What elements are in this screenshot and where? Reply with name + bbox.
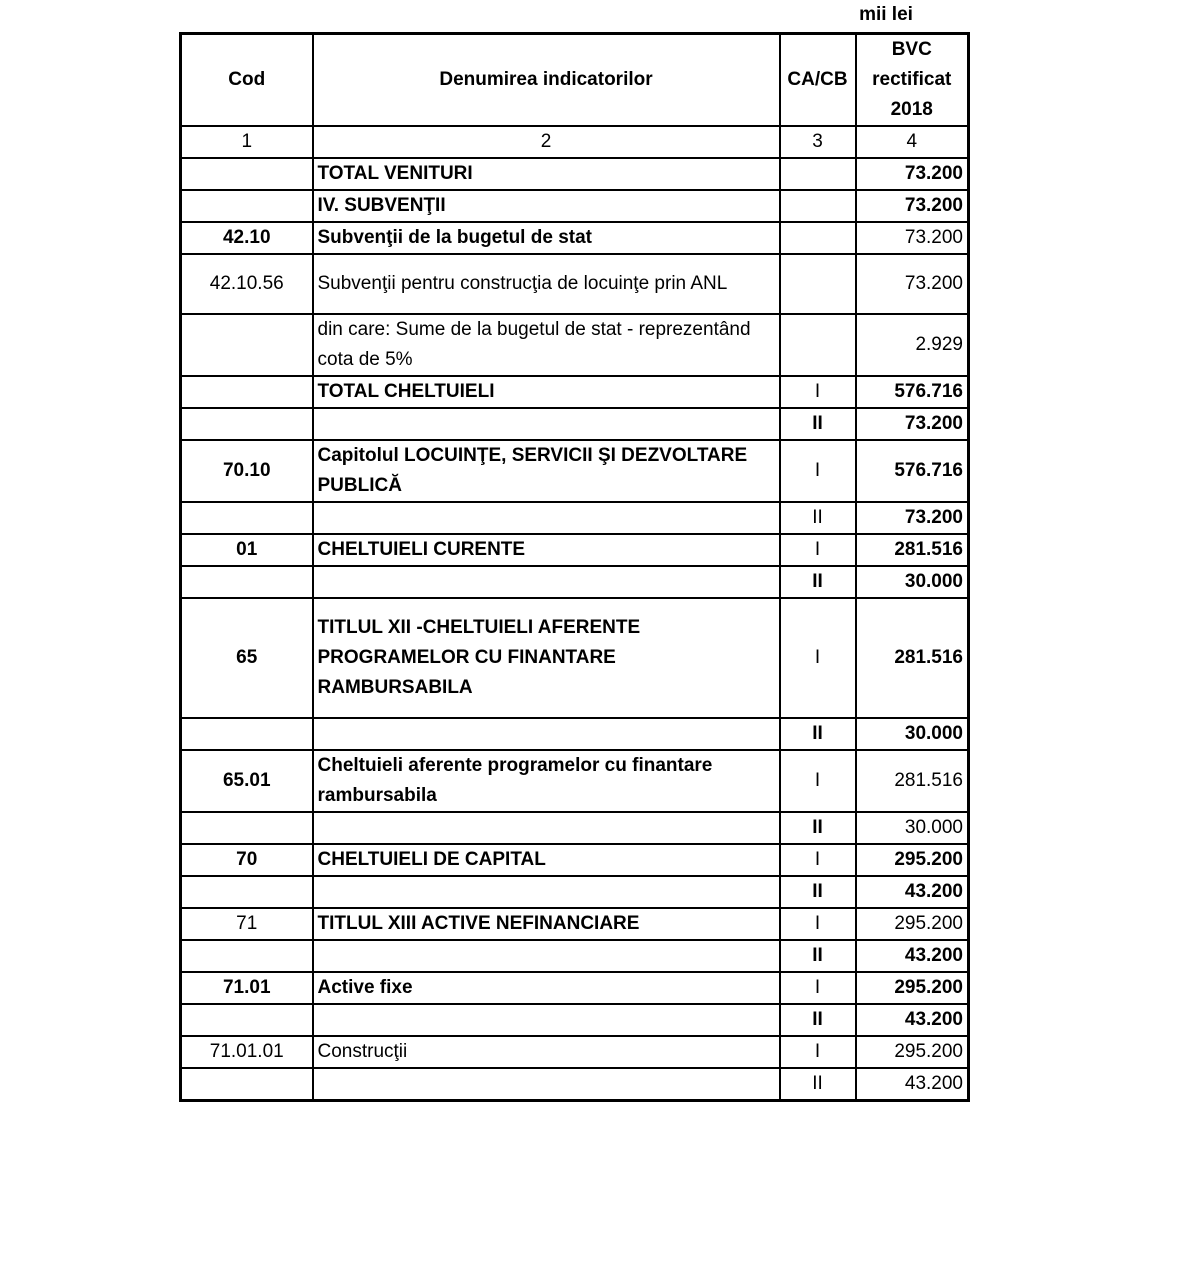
table-row	[181, 502, 969, 534]
row-value: 576.716	[856, 376, 969, 408]
header-bvc-line1: BVC	[891, 39, 932, 60]
row-cacb: II	[780, 502, 856, 534]
column-number: 4	[856, 126, 969, 158]
header-denumire: Denumirea indicatorilor	[313, 34, 780, 127]
row-code: 42.10.56	[181, 254, 313, 314]
row-cacb	[780, 190, 856, 222]
column-number: 2	[313, 126, 780, 158]
row-name: IV. SUBVENŢII	[313, 190, 780, 222]
header-bvc-line2: rectificat	[872, 69, 952, 90]
row-value: 281.516	[856, 750, 969, 812]
row-value: 43.200	[856, 876, 969, 908]
row-value: 281.516	[856, 534, 969, 566]
table-row	[181, 566, 969, 598]
row-value: 43.200	[856, 1068, 969, 1101]
row-name: Subvenţii de la bugetul de stat	[313, 222, 780, 254]
table-row	[181, 812, 969, 844]
row-name	[313, 1004, 780, 1036]
table-row	[181, 844, 969, 876]
column-number-row	[181, 126, 969, 158]
row-code	[181, 718, 313, 750]
row-name	[313, 408, 780, 440]
row-value: 295.200	[856, 972, 969, 1004]
row-cacb: II	[780, 876, 856, 908]
table-row	[181, 408, 969, 440]
row-value: 2.929	[856, 314, 969, 376]
row-name	[313, 876, 780, 908]
row-cacb	[780, 314, 856, 376]
row-cacb: II	[780, 812, 856, 844]
row-code	[181, 812, 313, 844]
row-code: 71.01	[181, 972, 313, 1004]
row-name: Cheltuieli aferente programelor cu finantare rambursabila	[313, 750, 780, 812]
row-name: Subvenţii pentru construcţia de locuinţe prin ANL	[313, 254, 780, 314]
row-name: TITLUL XIII ACTIVE NEFINANCIARE	[313, 908, 780, 940]
table-row	[181, 190, 969, 222]
row-name: Capitolul LOCUINŢE, SERVICII ŞI DEZVOLTARE PUBLICĂ	[313, 440, 780, 502]
row-code	[181, 376, 313, 408]
row-value: 281.516	[856, 598, 969, 718]
header-cacb: CA/CB	[780, 34, 856, 127]
row-cacb	[780, 254, 856, 314]
row-code	[181, 190, 313, 222]
row-value: 73.200	[856, 408, 969, 440]
row-code	[181, 940, 313, 972]
row-cacb: I	[780, 844, 856, 876]
column-number: 3	[780, 126, 856, 158]
row-name: CHELTUIELI CURENTE	[313, 534, 780, 566]
table-row	[181, 376, 969, 408]
row-value: 73.200	[856, 190, 969, 222]
table-row	[181, 1068, 969, 1101]
table-row	[181, 222, 969, 254]
row-value: 295.200	[856, 908, 969, 940]
row-value: 295.200	[856, 1036, 969, 1068]
row-name: din care: Sume de la bugetul de stat - reprezentând cota de 5%	[313, 314, 780, 376]
row-code	[181, 566, 313, 598]
row-cacb: I	[780, 908, 856, 940]
row-value: 30.000	[856, 566, 969, 598]
row-cacb: II	[780, 1004, 856, 1036]
row-code	[181, 158, 313, 190]
row-cacb: I	[780, 440, 856, 502]
row-name	[313, 502, 780, 534]
row-code: 71.01.01	[181, 1036, 313, 1068]
row-value: 295.200	[856, 844, 969, 876]
row-cacb: I	[780, 972, 856, 1004]
header-cod: Cod	[181, 34, 313, 127]
row-cacb: II	[780, 408, 856, 440]
row-code	[181, 408, 313, 440]
row-cacb: II	[780, 940, 856, 972]
row-value: 73.200	[856, 502, 969, 534]
row-cacb: I	[780, 598, 856, 718]
table-row	[181, 876, 969, 908]
row-name	[313, 812, 780, 844]
row-code: 65	[181, 598, 313, 718]
table-row	[181, 440, 969, 502]
row-cacb: II	[780, 1068, 856, 1101]
row-cacb: II	[780, 718, 856, 750]
row-code: 70.10	[181, 440, 313, 502]
row-value: 43.200	[856, 1004, 969, 1036]
table-row	[181, 908, 969, 940]
column-number: 1	[181, 126, 313, 158]
row-cacb	[780, 222, 856, 254]
row-value: 73.200	[856, 222, 969, 254]
row-code: 42.10	[181, 222, 313, 254]
row-name: CHELTUIELI DE CAPITAL	[313, 844, 780, 876]
unit-label: mii lei	[859, 4, 913, 25]
row-name: TITLUL XII -CHELTUIELI AFERENTE PROGRAMELOR CU FINANTARE RAMBURSABILA	[313, 598, 780, 718]
row-name: Construcţii	[313, 1036, 780, 1068]
row-cacb: I	[780, 750, 856, 812]
row-value: 30.000	[856, 718, 969, 750]
row-code: 70	[181, 844, 313, 876]
table-row	[181, 1004, 969, 1036]
row-value: 73.200	[856, 254, 969, 314]
row-cacb: II	[780, 566, 856, 598]
row-cacb: I	[780, 534, 856, 566]
row-cacb: I	[780, 376, 856, 408]
row-name	[313, 566, 780, 598]
row-name	[313, 940, 780, 972]
row-code	[181, 314, 313, 376]
row-value: 73.200	[856, 158, 969, 190]
header-row	[181, 34, 969, 127]
row-cacb	[780, 158, 856, 190]
table-row	[181, 158, 969, 190]
row-name: TOTAL CHELTUIELI	[313, 376, 780, 408]
row-value: 576.716	[856, 440, 969, 502]
row-name: TOTAL VENITURI	[313, 158, 780, 190]
row-code	[181, 1004, 313, 1036]
row-code	[181, 876, 313, 908]
table-row	[181, 254, 969, 314]
row-cacb: I	[780, 1036, 856, 1068]
budget-table	[179, 32, 970, 1102]
header-bvc	[856, 34, 969, 127]
row-code	[181, 1068, 313, 1101]
table-row	[181, 534, 969, 566]
row-code	[181, 502, 313, 534]
row-code: 01	[181, 534, 313, 566]
table-row	[181, 750, 969, 812]
row-code: 71	[181, 908, 313, 940]
row-name	[313, 718, 780, 750]
header-bvc-line3: 2018	[890, 99, 933, 120]
table-row	[181, 718, 969, 750]
table-row	[181, 1036, 969, 1068]
table-body	[181, 158, 969, 1101]
table-row	[181, 940, 969, 972]
row-value: 43.200	[856, 940, 969, 972]
row-value: 30.000	[856, 812, 969, 844]
table-row	[181, 972, 969, 1004]
table-row	[181, 598, 969, 718]
row-code: 65.01	[181, 750, 313, 812]
row-name: Active fixe	[313, 972, 780, 1004]
table-row	[181, 314, 969, 376]
row-name	[313, 1068, 780, 1101]
